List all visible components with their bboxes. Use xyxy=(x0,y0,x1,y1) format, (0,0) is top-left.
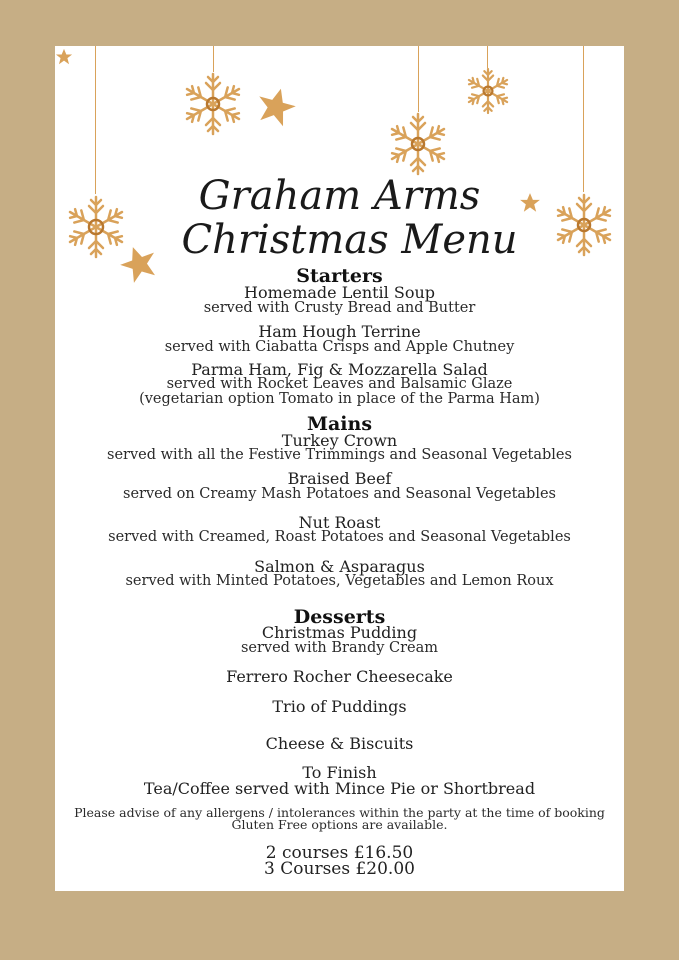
dish-description: served with all the Festive Trimmings and Seasonal Vegetables xyxy=(107,447,572,463)
hanging-string xyxy=(95,46,96,194)
section-heading-starters: Starters xyxy=(296,265,383,287)
dish-name: Turkey Crown xyxy=(281,431,398,450)
menu-card xyxy=(55,46,624,891)
dish-description: served with Minted Potatoes, Vegetables and Lemon Roux xyxy=(125,573,554,589)
section-heading-desserts: Desserts xyxy=(293,606,386,628)
dish-name: Homemade Lentil Soup xyxy=(243,283,436,302)
gluten-free-note: Gluten Free options are available. xyxy=(231,817,448,832)
dish-description: served with Creamed, Roast Potatoes and Seasonal Vegetables xyxy=(108,529,571,545)
dish-name: Ham Hough Terrine xyxy=(258,322,421,341)
dish-name: Trio of Puddings xyxy=(272,697,407,716)
allergy-note: Please advise of any allergens / intolerances within the party at the time of booking xyxy=(74,805,605,820)
snowflake-icon xyxy=(179,70,247,138)
star-icon xyxy=(255,86,297,128)
dish-name: Braised Beef xyxy=(287,469,392,488)
price-two-courses: 2 courses £16.50 xyxy=(265,843,414,863)
dish-name: Ferrero Rocher Cheesecake xyxy=(226,667,453,686)
price-three-courses: 3 Courses £20.00 xyxy=(264,859,415,879)
dish-name: Salmon & Asparagus xyxy=(254,557,425,576)
dish-name: Nut Roast xyxy=(298,513,381,532)
hanging-string xyxy=(583,46,584,192)
finish-heading: To Finish xyxy=(302,763,377,782)
dish-name: Cheese & Biscuits xyxy=(265,734,414,753)
menu-title-line1: Graham Arms xyxy=(198,173,481,219)
star-icon xyxy=(55,48,73,66)
dish-description: served with Crusty Bread and Butter xyxy=(203,300,476,316)
dish-note: (vegetarian option Tomato in place of the Parma Ham) xyxy=(139,391,540,407)
hanging-string xyxy=(418,46,419,112)
hanging-string xyxy=(213,46,214,72)
menu-title-line2: Christmas Menu xyxy=(181,217,518,263)
dish-description: served with Brandy Cream xyxy=(240,640,439,656)
dish-name: Christmas Pudding xyxy=(261,623,418,642)
dish-description: served on Creamy Mash Potatoes and Seasonal Vegetables xyxy=(123,486,556,502)
hanging-string xyxy=(487,46,488,68)
finish-description: Tea/Coffee served with Mince Pie or Shortbread xyxy=(143,779,536,798)
section-heading-mains: Mains xyxy=(306,413,373,435)
snowflake-icon xyxy=(384,110,452,178)
snowflake-icon xyxy=(463,66,513,116)
dish-description: served with Rocket Leaves and Balsamic Glaze xyxy=(166,376,513,392)
dish-name: Parma Ham, Fig & Mozzarella Salad xyxy=(191,360,488,379)
dish-description: served with Ciabatta Crisps and Apple Chutney xyxy=(164,339,515,355)
